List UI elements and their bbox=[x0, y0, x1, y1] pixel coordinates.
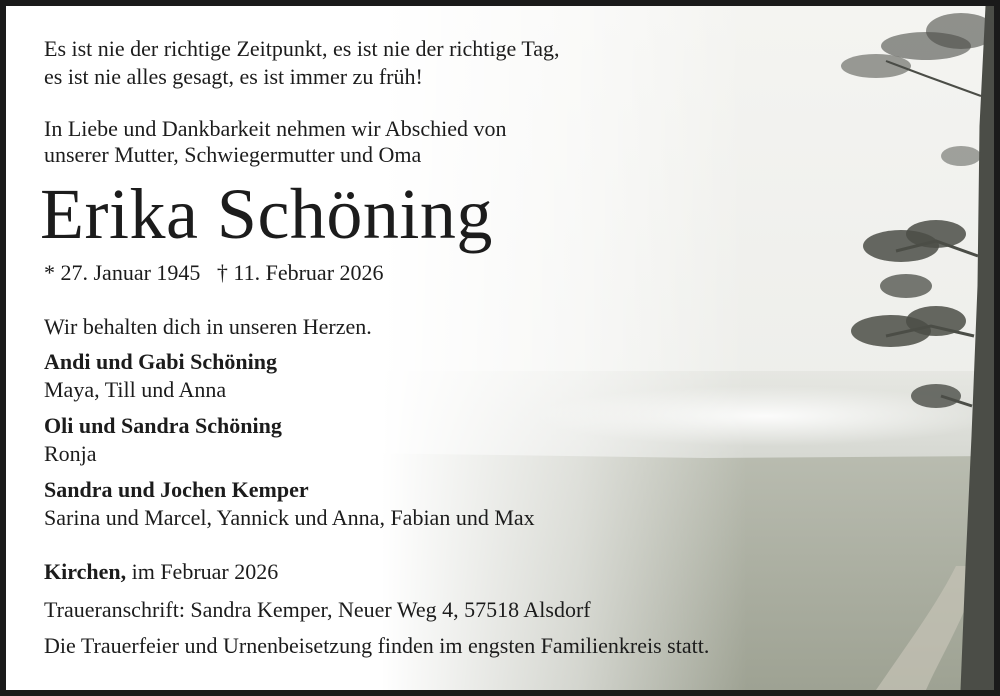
life-dates: * 27. Januar 1945 † 11. Februar 2026 bbox=[44, 260, 384, 285]
deceased-name: Erika Schöning bbox=[40, 174, 493, 254]
place-month: im Februar 2026 bbox=[131, 559, 279, 584]
family-2-children: Ronja bbox=[44, 441, 97, 466]
intro-line-2: unserer Mutter, Schwiegermutter und Oma bbox=[44, 142, 422, 167]
place-date bbox=[44, 559, 278, 585]
family-1-children: Maya, Till und Anna bbox=[44, 377, 227, 402]
obituary-text bbox=[6, 6, 994, 690]
ceremony-note: Die Trauerfeier und Urnenbeisetzung finden im engsten Familienkreis statt. bbox=[44, 633, 710, 658]
verse-line-2: es ist nie alles gesagt, es ist immer zu früh! bbox=[44, 64, 423, 89]
place-town: Kirchen, bbox=[44, 559, 127, 584]
closing-phrase: Wir behalten dich in unseren Herzen. bbox=[44, 314, 372, 339]
intro-line-1: In Liebe und Dankbarkeit nehmen wir Abschied von bbox=[44, 116, 507, 141]
family-3-heads: Sandra und Jochen Kemper bbox=[44, 477, 309, 502]
family-1-heads: Andi und Gabi Schöning bbox=[44, 349, 277, 374]
family-3-children: Sarina und Marcel, Yannick und Anna, Fabian und Max bbox=[44, 505, 535, 530]
verse-line-1: Es ist nie der richtige Zeitpunkt, es ist nie der richtige Tag, bbox=[44, 36, 560, 61]
mourning-address: Traueranschrift: Sandra Kemper, Neuer Weg 4, 57518 Alsdorf bbox=[44, 597, 591, 622]
family-2-heads: Oli und Sandra Schöning bbox=[44, 413, 282, 438]
